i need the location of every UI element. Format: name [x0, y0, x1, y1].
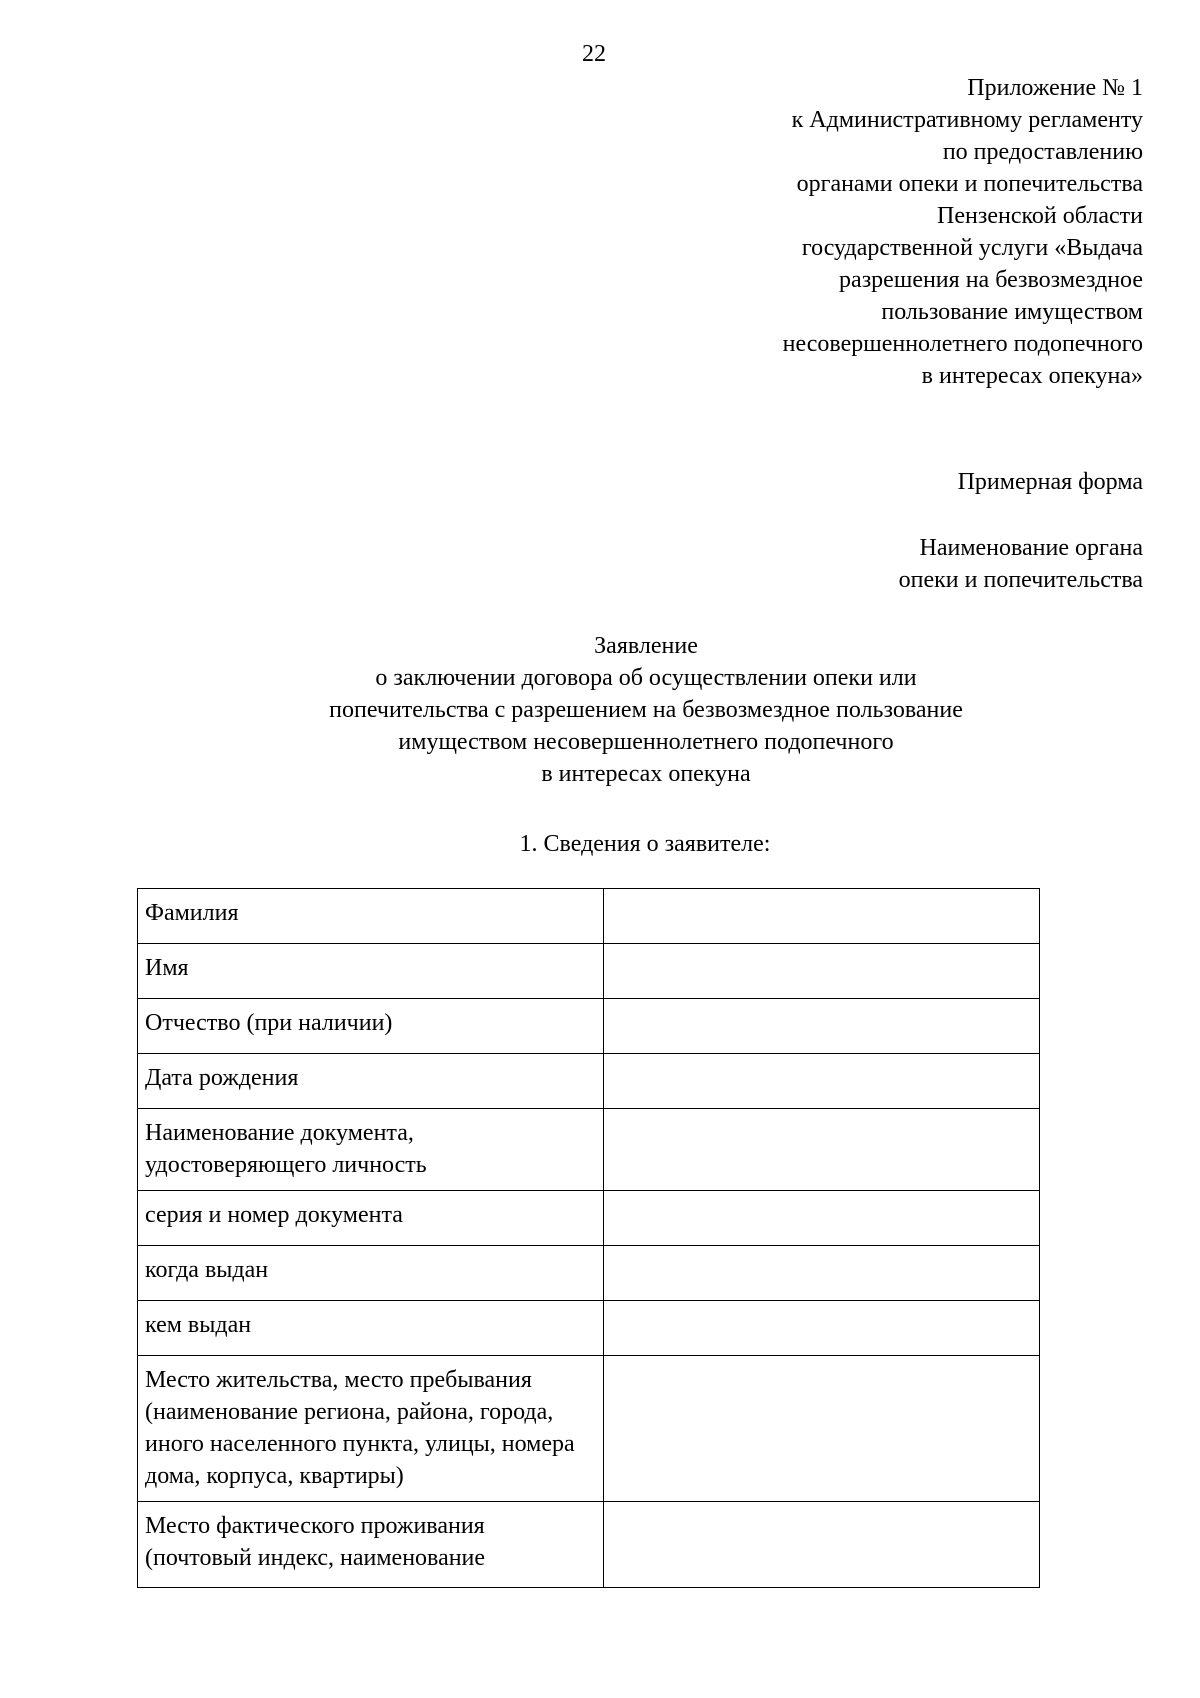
- row-value-field[interactable]: [604, 1109, 1040, 1191]
- row-value-field[interactable]: [604, 1246, 1040, 1301]
- table-row: [138, 1356, 1040, 1502]
- document-title: [0, 630, 1200, 790]
- row-label: Наименование документа, удостоверяющего личность: [138, 1109, 604, 1191]
- appendix-line: органами опеки и попечительства: [796, 171, 1143, 197]
- row-label: Фамилия: [138, 889, 604, 944]
- applicant-info-table: [137, 888, 1040, 1588]
- table-row: [138, 1191, 1040, 1246]
- row-value-field[interactable]: [604, 1054, 1040, 1109]
- table-row: [138, 1502, 1040, 1588]
- table-row: [138, 999, 1040, 1054]
- row-value-field[interactable]: [604, 1356, 1040, 1502]
- row-label: Имя: [138, 944, 604, 999]
- row-value-field[interactable]: [604, 1301, 1040, 1356]
- row-value-field[interactable]: [604, 999, 1040, 1054]
- page-number: 22: [582, 41, 606, 67]
- row-label: Отчество (при наличии): [138, 999, 604, 1054]
- table-row: [138, 1109, 1040, 1191]
- appendix-line: Приложение № 1: [967, 75, 1143, 101]
- table-row: [138, 1054, 1040, 1109]
- section-heading: 1. Сведения о заявителе:: [519, 831, 771, 857]
- appendix-line: к Административному регламенту: [791, 107, 1143, 133]
- appendix-line: государственной услуги «Выдача: [801, 235, 1143, 261]
- appendix-line: пользование имуществом: [881, 299, 1143, 325]
- row-label: Место жительства, место пребывания (наименование региона, района, города, иного населенного пункта, улицы, номера дома, корпуса, квартиры): [138, 1356, 604, 1502]
- title-heading: Заявление: [594, 633, 698, 659]
- row-label: когда выдан: [138, 1246, 604, 1301]
- appendix-header: [783, 72, 1143, 392]
- organ-name-line: Наименование органа: [919, 535, 1143, 561]
- table-row: [138, 889, 1040, 944]
- title-line: о заключении договора об осуществлении опеки или: [375, 665, 917, 691]
- organ-name-block: [899, 532, 1143, 596]
- appendix-line: несовершеннолетнего подопечного: [782, 331, 1143, 357]
- table-row: [138, 1301, 1040, 1356]
- row-label: Дата рождения: [138, 1054, 604, 1109]
- table-row: [138, 1246, 1040, 1301]
- row-value-field[interactable]: [604, 1502, 1040, 1588]
- table-row: [138, 944, 1040, 999]
- row-value-field[interactable]: [604, 944, 1040, 999]
- row-label: Место фактического проживания (почтовый индекс, наименование: [138, 1502, 604, 1588]
- organ-name-line: опеки и попечительства: [898, 567, 1143, 593]
- appendix-line: по предоставлению: [942, 139, 1143, 165]
- form-type-label: Примерная форма: [957, 469, 1143, 495]
- title-line: имуществом несовершеннолетнего подопечного: [398, 729, 894, 755]
- appendix-line: в интересах опекуна»: [921, 363, 1143, 389]
- row-label: серия и номер документа: [138, 1191, 604, 1246]
- row-label: кем выдан: [138, 1301, 604, 1356]
- title-line: в интересах опекуна: [541, 761, 751, 787]
- title-line: попечительства с разрешением на безвозмездное пользование: [329, 697, 963, 723]
- appendix-line: разрешения на безвозмездное: [839, 267, 1143, 293]
- row-value-field[interactable]: [604, 889, 1040, 944]
- appendix-line: Пензенской области: [937, 203, 1143, 229]
- row-value-field[interactable]: [604, 1191, 1040, 1246]
